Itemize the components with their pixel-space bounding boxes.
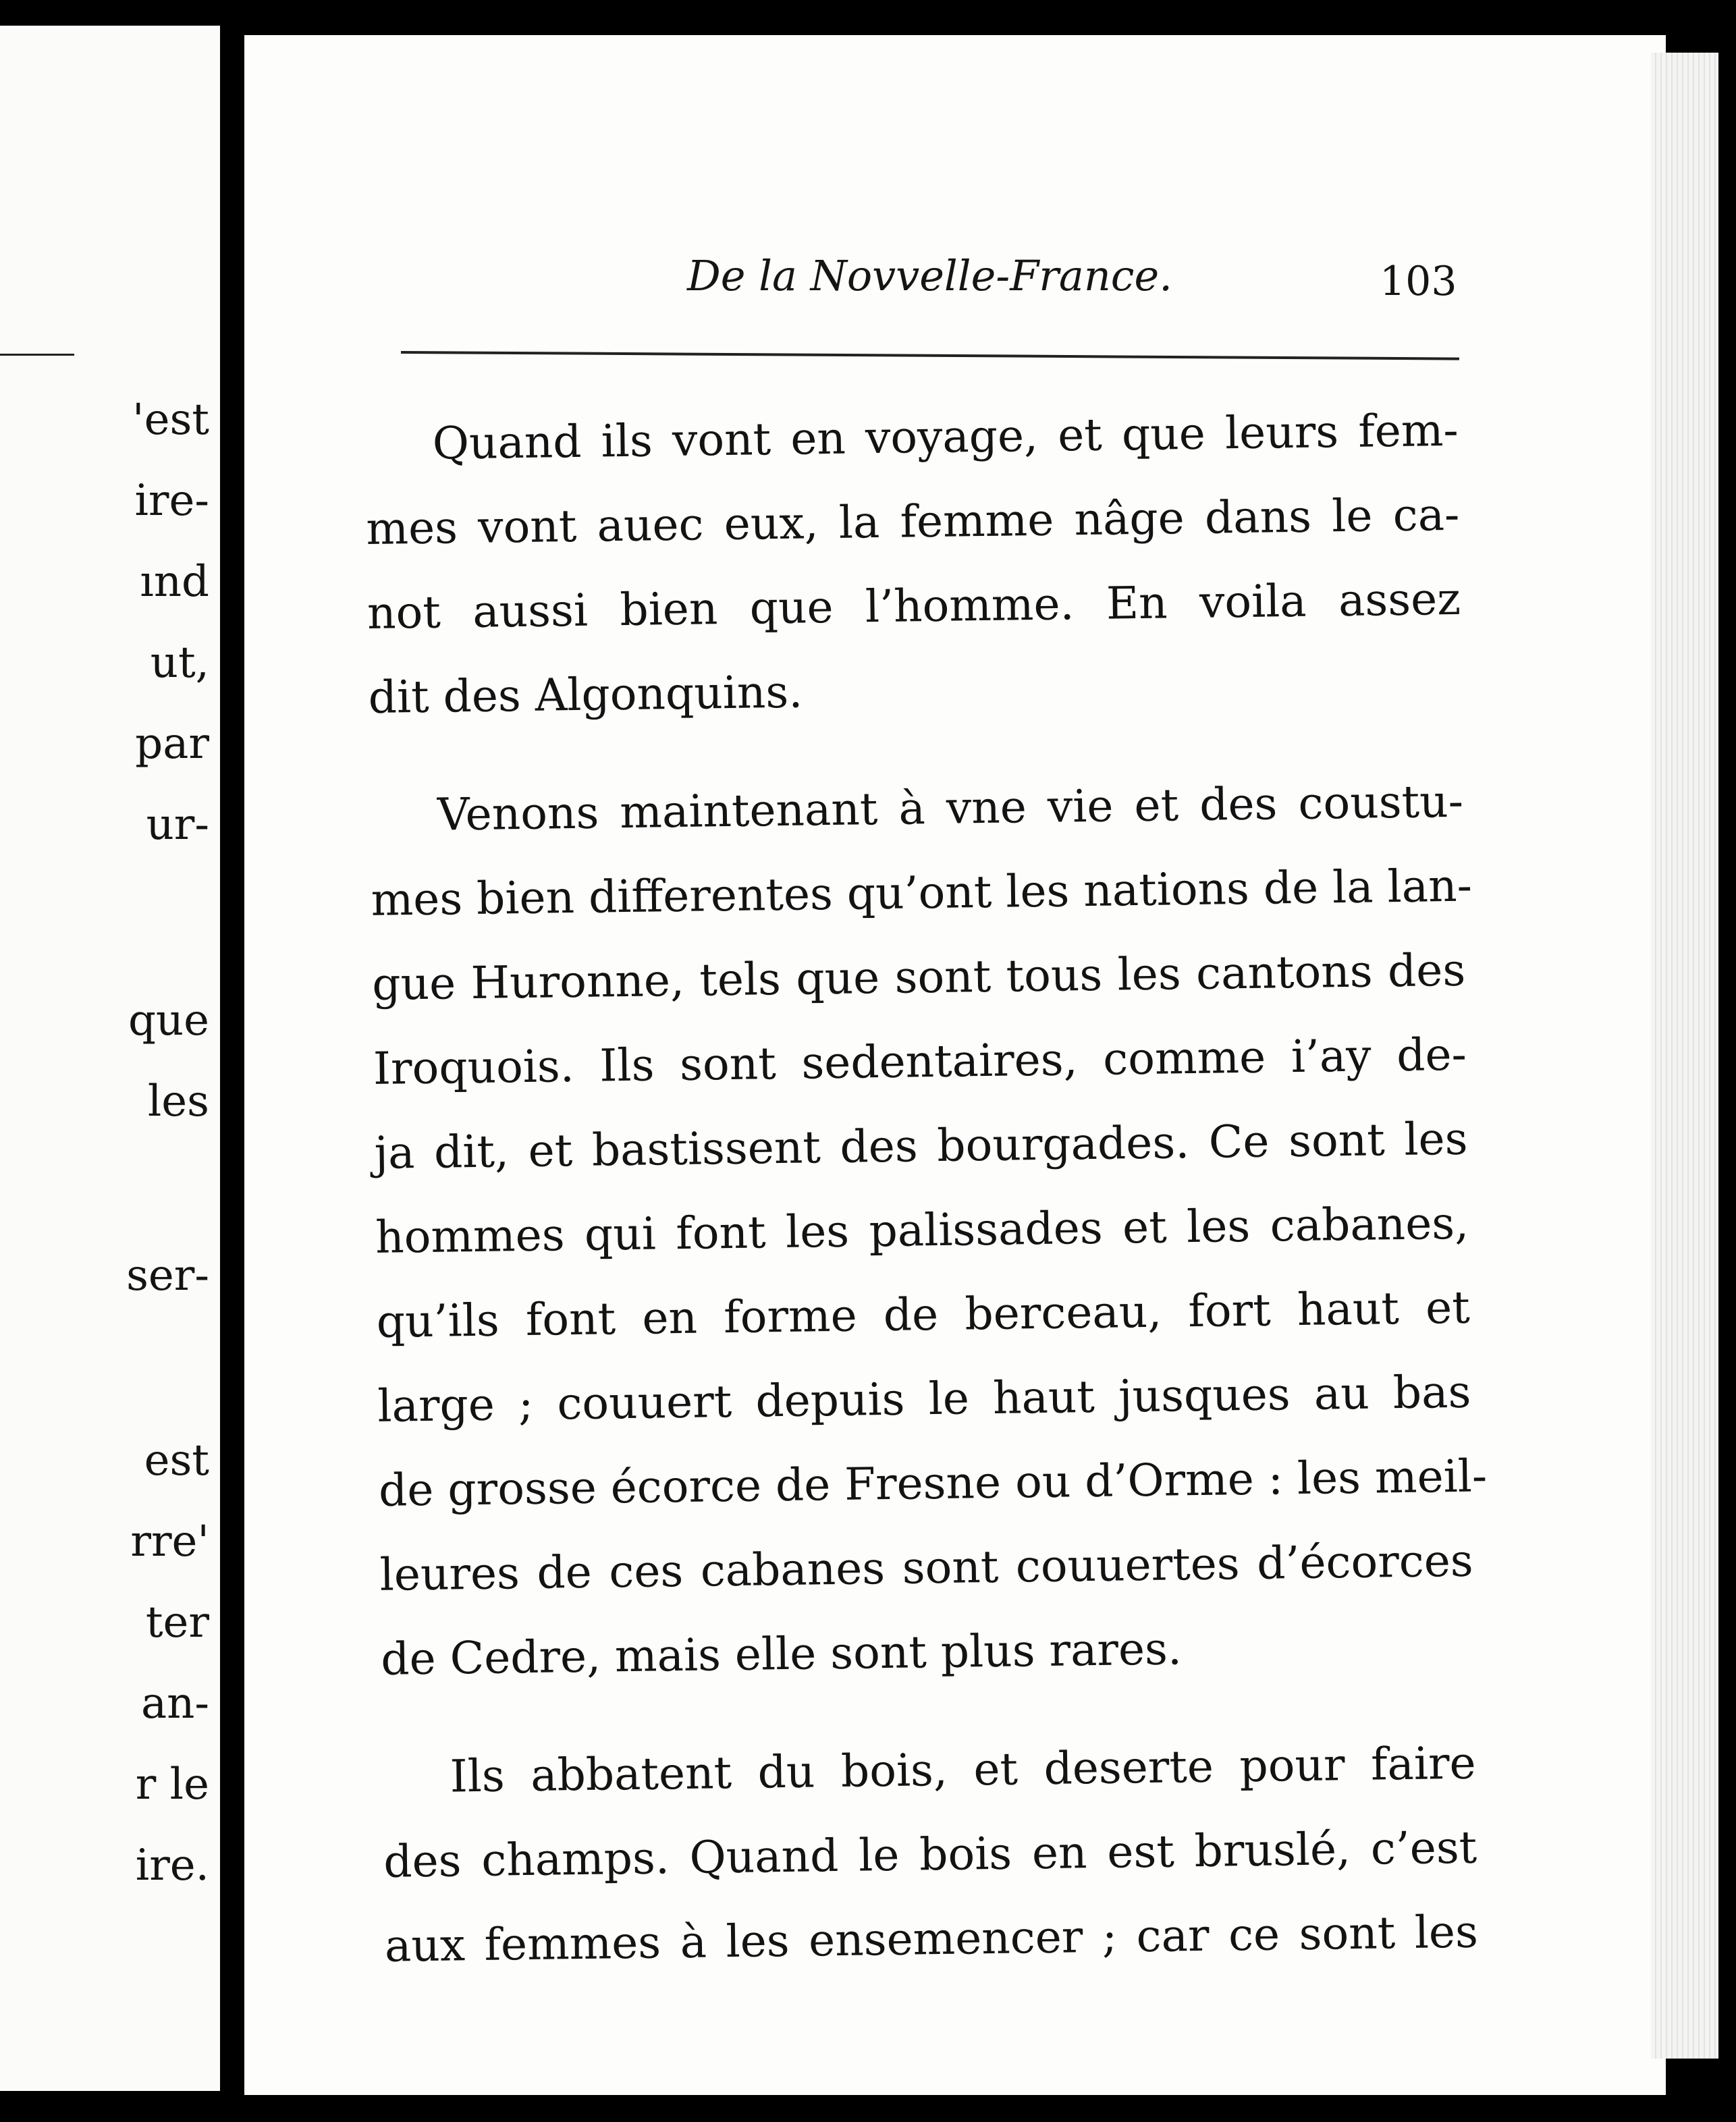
paragraph (369, 759, 1488, 1702)
left-page-line: est (144, 1436, 209, 1486)
body-text (364, 388, 1488, 2022)
text-line: not aussi bien que l’homme. En voila assez (367, 572, 1461, 639)
text-line: mes vont auec eux, la femme nâge dans le ca- (365, 488, 1460, 555)
left-page-line: ur- (146, 800, 209, 850)
text-line: Venons maintenant à vne vie et des coustu- (437, 775, 1464, 841)
paragraph (364, 388, 1462, 740)
text-line: aux femmes à les ensemencer ; car ce sont les (384, 1905, 1479, 1972)
running-head: De la Novvelle-France. (687, 251, 1172, 300)
left-page-fragment (0, 26, 220, 2091)
left-page-line: ire- (134, 476, 209, 526)
left-page-line: par (135, 719, 209, 769)
text-line: large ; couuert depuis le haut jusques au bas (377, 1365, 1471, 1432)
left-page-line: que (128, 996, 209, 1045)
left-page-line: 'est (132, 395, 209, 445)
left-page-line: ire. (135, 1841, 209, 1890)
text-line: Iroquois. Ils sont sedentaires, comme i’ay de- (373, 1028, 1467, 1095)
text-line: gue Huronne, tels que sont tous les cantons des (371, 944, 1466, 1010)
text-line: des champs. Quand le bois en est bruslé, c’est (383, 1821, 1477, 1888)
page-number: 103 (1380, 258, 1457, 305)
book-gutter (220, 20, 247, 2102)
text-line: qu’ils font en forme de berceau, fort haut et (376, 1281, 1471, 1348)
text-line: Ils abbatent du bois, et deserte pour faire (450, 1737, 1477, 1803)
text-line: hommes qui font les palissades et les cabanes, (375, 1197, 1469, 1263)
text-line: Quand ils vont en voyage, et que leurs fem- (432, 404, 1459, 470)
left-page-line: ser- (126, 1251, 209, 1301)
page-fore-edge (1651, 53, 1718, 2059)
text-line: dit des Algonquins. (368, 665, 803, 724)
paragraph (382, 1721, 1479, 1988)
text-line: ja dit, et bastissent des bourgades. Ce sont les (374, 1112, 1468, 1179)
text-line: leures de ces cabanes sont couuertes d’écorces (379, 1534, 1474, 1601)
text-line: mes bien differentes qu’ont les nations de la lan- (371, 859, 1473, 926)
text-line: de Cedre, mais elle sont plus rares. (380, 1623, 1183, 1685)
left-page-line: ter (145, 1598, 209, 1648)
left-page-rule (0, 354, 74, 356)
left-page-line: ut, (150, 638, 209, 688)
left-page-line: rre' (130, 1517, 209, 1567)
text-line: de grosse écorce de Fresne ou d’Orme : les meil- (378, 1450, 1488, 1517)
left-page-line: r le (135, 1760, 209, 1810)
left-page-line: les (147, 1077, 209, 1126)
left-page-line: ınd (140, 557, 209, 607)
left-page-line: an- (141, 1679, 209, 1729)
